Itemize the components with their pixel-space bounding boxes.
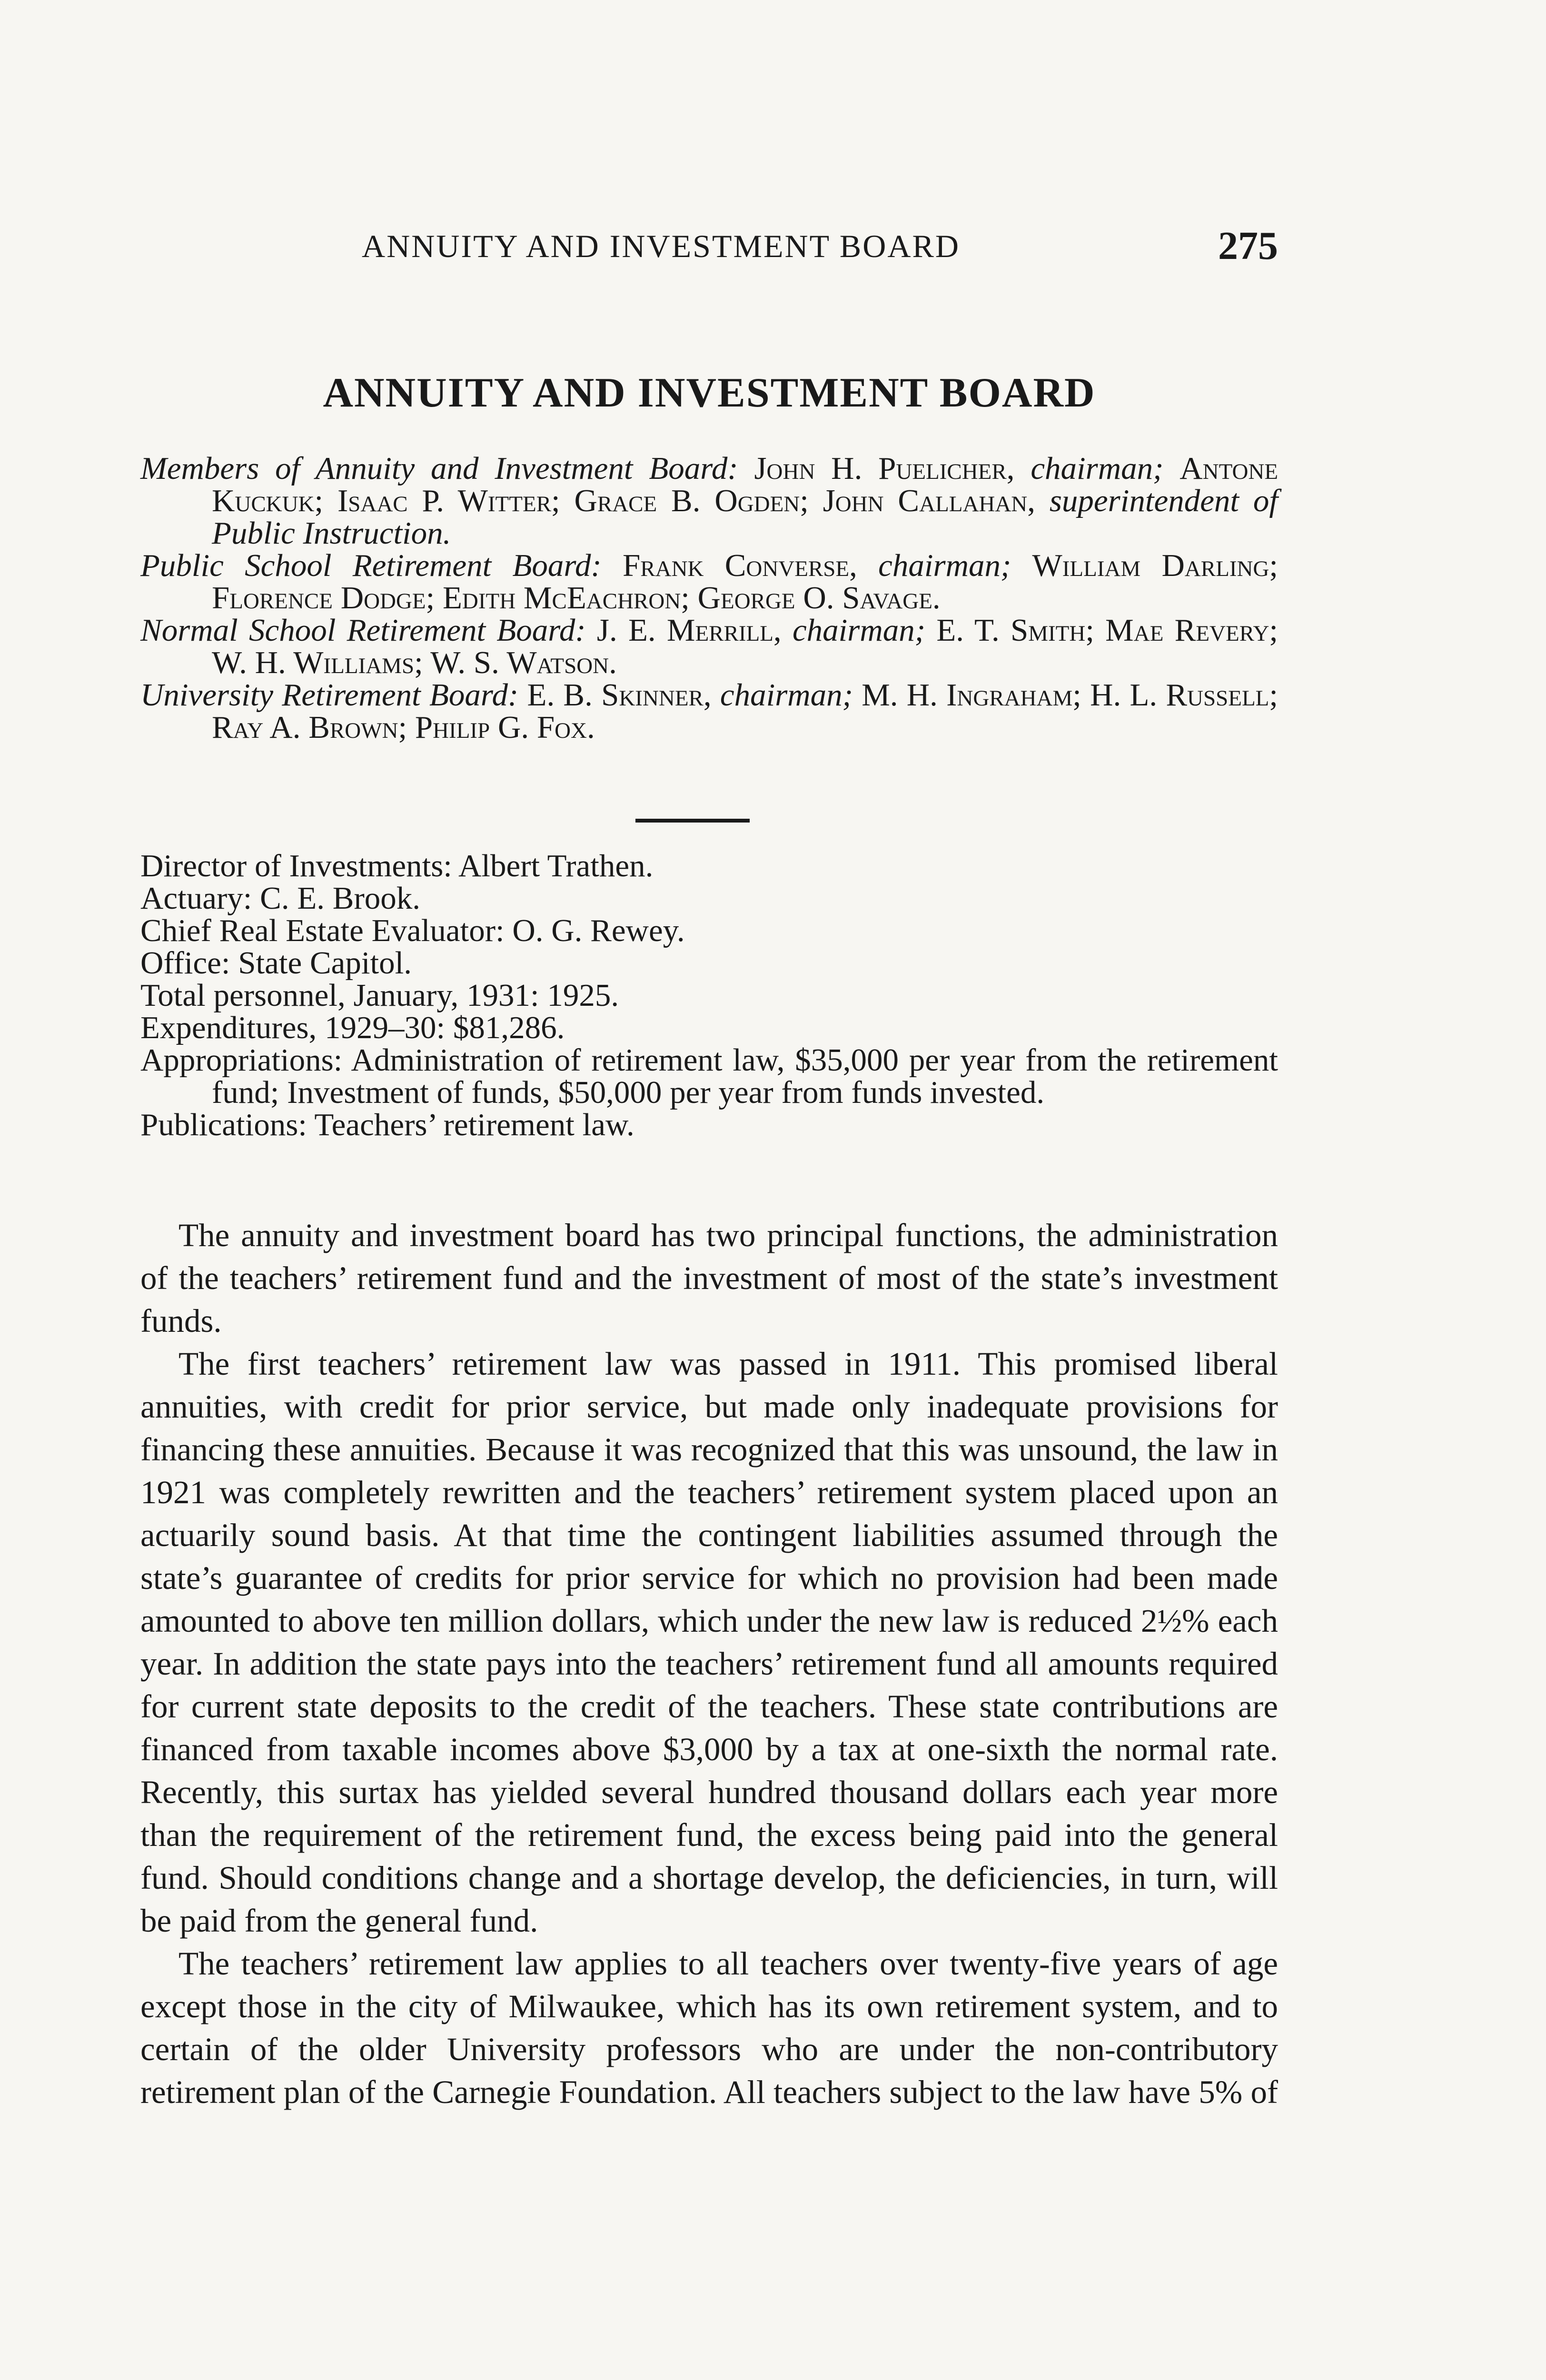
- page-number: 275: [1218, 224, 1278, 268]
- fact-director: Director of Investments: Albert Trathen.: [140, 848, 654, 883]
- fact-evaluator: Chief Real Estate Evaluator: O. G. Rewey.: [140, 913, 685, 948]
- board-label: Normal School Retirement Board:: [140, 613, 586, 648]
- member-entry-normal-school-board: [140, 614, 1278, 679]
- fact-expenditures: Expenditures, 1929–30: $81,286.: [140, 1010, 565, 1045]
- member-entry-public-school-board: [140, 549, 1278, 614]
- fact-personnel: Total personnel, January, 1931: 1925.: [140, 978, 619, 1013]
- member-entry-annuity-board: [140, 452, 1278, 549]
- member-entry-university-board: [140, 679, 1278, 744]
- facts-list: [140, 850, 1278, 1141]
- paragraph: The teachers’ retirement law applies to all teachers over twenty-five years of age except those in the city of Milwaukee, which has its own retirement system, and to certain of the older University professors who are under the non-contributory retirement plan of the Carnegie Foundation. All teachers subject to the law have 5% of: [140, 1945, 1278, 2110]
- board-members: [140, 452, 1278, 744]
- member-role: chairman;: [720, 677, 853, 713]
- fact-appropriations: Appropriations: Administration of retirement law, $35,000 per year from the retirement fund; Investment of funds, $50,000 per year from funds invested.: [140, 1042, 1278, 1110]
- member-role: chairman;: [878, 548, 1011, 583]
- member-names: John H. Puelicher,: [754, 451, 1015, 486]
- board-label: University Retirement Board:: [140, 677, 519, 713]
- running-title: ANNUITY AND INVESTMENT BOARD: [362, 228, 960, 264]
- member-names: M. H. Ingraham; H. L. Russell; Ray A. Brown; Philip G. Fox.: [212, 677, 1278, 745]
- board-label: Public School Retirement Board:: [140, 548, 602, 583]
- running-head: [140, 224, 1278, 280]
- member-role: chairman;: [792, 613, 926, 648]
- member-names: E. B. Skinner,: [527, 677, 712, 713]
- member-role: chairman;: [1031, 451, 1164, 486]
- paragraph: The annuity and investment board has two principal functions, the administration of the teachers’ retirement fund and the investment of most of the state’s investment funds.: [140, 1217, 1278, 1339]
- fact-office: Office: State Capitol.: [140, 945, 412, 981]
- board-label: Members of Annuity and Investment Board:: [140, 451, 738, 486]
- member-names: E. T. Smith; Mae Revery; W. H. Williams; W. S. Watson.: [212, 613, 1278, 680]
- paragraph: The first teachers’ retirement law was passed in 1911. This promised liberal annuities, with credit for prior service, but made only inadequate provisions for financing these annuities. Because it was recognized that this was unsound, the law in 1921 was completely rewritten and the teachers’ retirement system placed upon an actuarily sound basis. At that time the contingent liabilities assumed through the state’s guarantee of credits for prior service for which no provision had been made amounted to above ten million dollars, which under the new law is reduced 2½% each year. In addition the state pays into the teachers’ retirement fund all amounts required for current state deposits to the credit of the teachers. These state contributions are financed from taxable incomes above $3,000 by a tax at one-sixth the normal rate. Recently, this surtax has yielded several hundred thousand dollars each year more than the requirement of the retirement fund, the excess being paid into the general fund. Should conditions change and a shortage develop, the deficiencies, in turn, will be paid from the general fund.: [140, 1346, 1278, 1939]
- body-text: [140, 1214, 1278, 2113]
- section-heading: ANNUITY AND INVESTMENT BOARD: [323, 370, 1096, 416]
- member-names: J. E. Merrill,: [596, 613, 782, 648]
- member-role: superintendent of Public Instruction.: [212, 483, 1278, 551]
- member-names: Frank Converse,: [623, 548, 857, 583]
- section-divider: [635, 819, 750, 823]
- fact-publications: Publications: Teachers’ retirement law.: [140, 1107, 634, 1142]
- member-names: Antone Kuckuk; Isaac P. Witter; Grace B. Ogden; John Callahan,: [212, 451, 1278, 518]
- fact-actuary: Actuary: C. E. Brook.: [140, 881, 421, 916]
- member-names: William Darling; Florence Dodge; Edith McEachron; George O. Savage.: [212, 548, 1278, 615]
